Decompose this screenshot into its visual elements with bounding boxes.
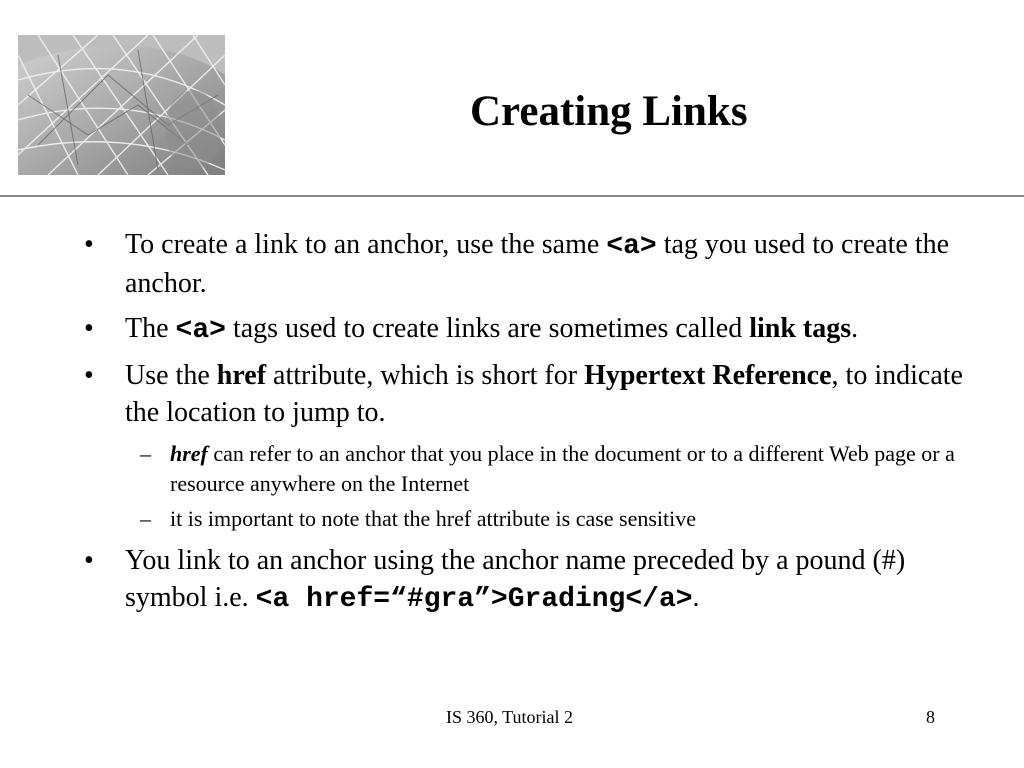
bold-term: link tags (749, 313, 852, 344)
slide-content (80, 226, 980, 626)
inline-code: <a> (606, 231, 657, 262)
dash-marker: – (140, 441, 151, 466)
decorative-dish-photo (18, 35, 225, 175)
page-number: 8 (926, 707, 935, 727)
bold-term: href (216, 360, 267, 391)
inline-code: <a> (175, 315, 226, 346)
sub-bullet-item (80, 439, 980, 499)
bullet-text: , to indicate the location to jump to. (125, 360, 963, 428)
sub-bullet-text: it is important to note that the href attribute is case sensitive (170, 506, 697, 531)
bullet-text: tag you used to create the anchor. (125, 229, 950, 299)
footer-course-label: IS 360, Tutorial 2 (446, 707, 574, 727)
bullet-text: . (851, 313, 859, 344)
bullet-text: . (692, 582, 700, 613)
bullet-item (80, 542, 980, 618)
bullet-text: attribute, which is short for (266, 360, 585, 391)
sub-bullet-list (80, 439, 980, 534)
bullet-marker: • (84, 313, 94, 344)
italic-term: href (170, 441, 208, 466)
bullet-text: You link to an anchor using the anchor name preceded by a pound (#) symbol i.e. (125, 545, 906, 613)
title-divider (0, 195, 1024, 197)
bullet-item (80, 310, 980, 349)
bullet-marker: • (84, 545, 94, 576)
bullet-marker: • (84, 360, 94, 391)
bullet-text: Use the (125, 360, 217, 391)
bullet-text: The (125, 313, 176, 344)
slide-title: Creating Links (470, 88, 748, 135)
sub-bullet-item (80, 504, 980, 534)
sub-bullet-text: can refer to an anchor that you place in the document or to a different Web page or a resource anywhere on the Internet (170, 441, 955, 496)
bullet-text: To create a link to an anchor, use the same (125, 229, 607, 260)
bullet-text: tags used to create links are sometimes called (225, 313, 750, 344)
bullet-marker: • (84, 229, 94, 260)
dash-marker: – (140, 506, 151, 531)
bullet-item (80, 357, 980, 431)
inline-code: <a href=“#gra”>Grading</a> (255, 584, 693, 615)
bullet-item (80, 226, 980, 302)
bold-term: Hypertext Reference (584, 360, 832, 391)
